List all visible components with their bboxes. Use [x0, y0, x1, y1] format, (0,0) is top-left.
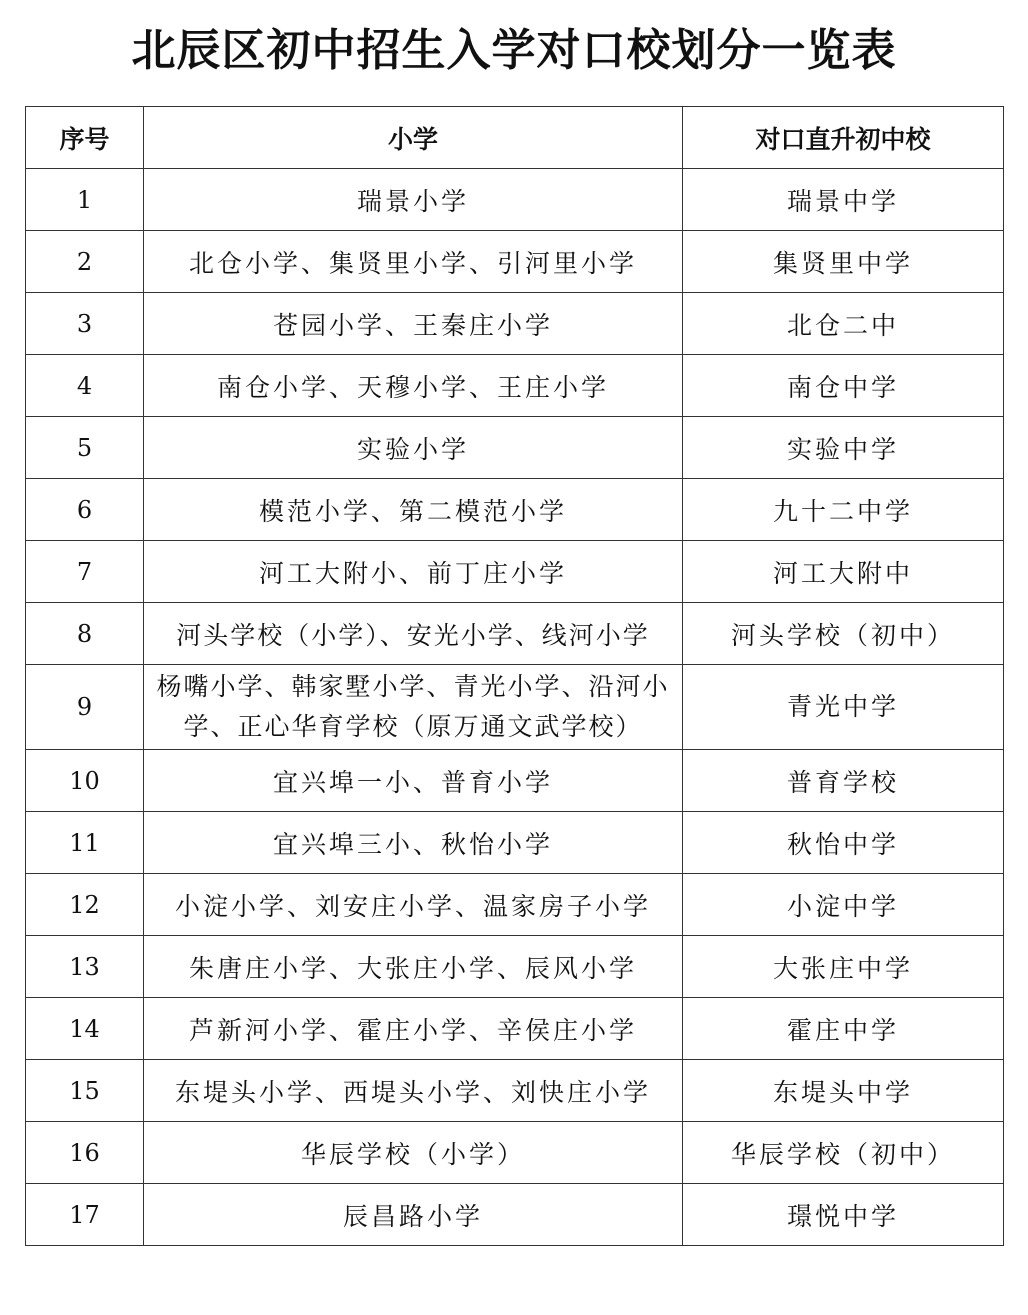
table-row — [26, 355, 1004, 417]
row-middle-school: 实验中学 — [683, 417, 1004, 479]
row-seq: 11 — [26, 812, 144, 874]
table-row — [26, 812, 1004, 874]
row-primary-schools-line-2: 学、正心华育学校（原万通文武学校） — [183, 712, 643, 741]
row-middle-school: 九十二中学 — [683, 479, 1004, 541]
row-primary-schools: 苍园小学、王秦庄小学 — [144, 293, 683, 355]
row-seq: 8 — [26, 603, 144, 665]
row-middle-school: 大张庄中学 — [683, 936, 1004, 998]
row-primary-schools: 宜兴埠一小、普育小学 — [144, 750, 683, 812]
row-primary-schools: 模范小学、第二模范小学 — [144, 479, 683, 541]
row-seq: 3 — [26, 293, 144, 355]
row-seq: 15 — [26, 1060, 144, 1122]
row-seq: 13 — [26, 936, 144, 998]
table-row — [26, 936, 1004, 998]
row-primary-schools: 南仓小学、天穆小学、王庄小学 — [144, 355, 683, 417]
row-seq: 14 — [26, 998, 144, 1060]
row-seq: 9 — [26, 665, 144, 750]
row-middle-school: 璟悦中学 — [683, 1184, 1004, 1246]
table-row — [26, 231, 1004, 293]
row-middle-school: 河头学校（初中） — [683, 603, 1004, 665]
row-seq: 12 — [26, 874, 144, 936]
header-seq: 序号 — [26, 107, 144, 169]
page-title: 北辰区初中招生入学对口校划分一览表 — [131, 25, 897, 76]
row-middle-school: 青光中学 — [683, 665, 1004, 750]
row-seq: 7 — [26, 541, 144, 603]
row-primary-schools-line-1: 杨嘴小学、韩家墅小学、青光小学、沿河小 — [156, 672, 670, 701]
table-row — [26, 479, 1004, 541]
row-primary-schools — [144, 665, 683, 750]
row-primary-schools: 实验小学 — [144, 417, 683, 479]
table-row — [26, 293, 1004, 355]
row-middle-school: 华辰学校（初中） — [683, 1122, 1004, 1184]
row-primary-schools: 小淀小学、刘安庄小学、温家房子小学 — [144, 874, 683, 936]
row-middle-school: 集贤里中学 — [683, 231, 1004, 293]
table-row — [26, 998, 1004, 1060]
row-seq: 1 — [26, 169, 144, 231]
table-row — [26, 1122, 1004, 1184]
row-primary-schools: 朱唐庄小学、大张庄小学、辰风小学 — [144, 936, 683, 998]
row-middle-school: 河工大附中 — [683, 541, 1004, 603]
table-row — [26, 169, 1004, 231]
row-middle-school: 瑞景中学 — [683, 169, 1004, 231]
row-primary-schools: 瑞景小学 — [144, 169, 683, 231]
row-seq: 16 — [26, 1122, 144, 1184]
row-middle-school: 北仓二中 — [683, 293, 1004, 355]
row-primary-schools: 芦新河小学、霍庄小学、辛侯庄小学 — [144, 998, 683, 1060]
row-primary-schools: 宜兴埠三小、秋怡小学 — [144, 812, 683, 874]
row-seq: 17 — [26, 1184, 144, 1246]
row-seq: 6 — [26, 479, 144, 541]
row-primary-schools: 东堤头小学、西堤头小学、刘快庄小学 — [144, 1060, 683, 1122]
row-primary-schools: 河头学校（小学）、安光小学、线河小学 — [144, 603, 683, 665]
row-middle-school: 东堤头中学 — [683, 1060, 1004, 1122]
row-seq: 10 — [26, 750, 144, 812]
table-row — [26, 1060, 1004, 1122]
table-row — [26, 417, 1004, 479]
row-middle-school: 秋怡中学 — [683, 812, 1004, 874]
row-seq: 2 — [26, 231, 144, 293]
table-row — [26, 665, 1004, 750]
row-primary-schools: 河工大附小、前丁庄小学 — [144, 541, 683, 603]
row-primary-schools: 辰昌路小学 — [144, 1184, 683, 1246]
row-middle-school: 普育学校 — [683, 750, 1004, 812]
header-middle-school: 对口直升初中校 — [683, 107, 1004, 169]
table-row — [26, 874, 1004, 936]
row-primary-schools: 北仓小学、集贤里小学、引河里小学 — [144, 231, 683, 293]
school-assignment-table — [25, 106, 1004, 1246]
table-row — [26, 750, 1004, 812]
table-header-row — [26, 107, 1004, 169]
row-middle-school: 小淀中学 — [683, 874, 1004, 936]
header-primary-school: 小学 — [144, 107, 683, 169]
row-seq: 5 — [26, 417, 144, 479]
table-row — [26, 603, 1004, 665]
row-middle-school: 霍庄中学 — [683, 998, 1004, 1060]
row-middle-school: 南仓中学 — [683, 355, 1004, 417]
row-primary-schools: 华辰学校（小学） — [144, 1122, 683, 1184]
table-row — [26, 541, 1004, 603]
row-seq: 4 — [26, 355, 144, 417]
table-row — [26, 1184, 1004, 1246]
